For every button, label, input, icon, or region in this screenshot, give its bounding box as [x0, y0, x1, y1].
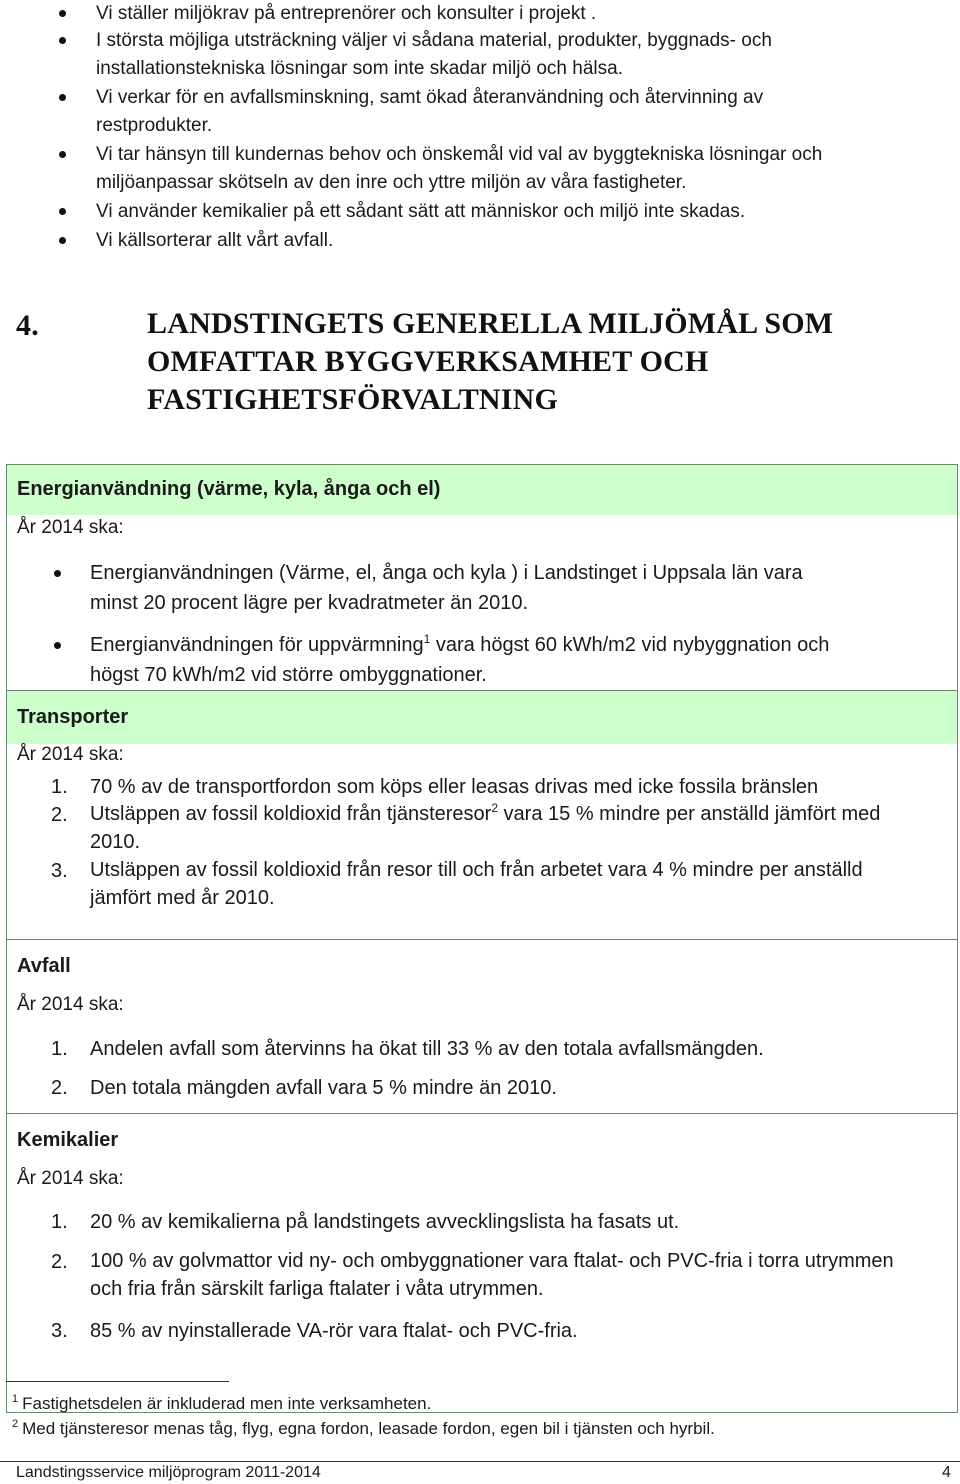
waste-title: Avfall	[17, 955, 71, 977]
goal-number: 3.	[51, 860, 68, 882]
bullet-text: Vi verkar för en avfallsminskning, samt ökad återanvändning och återvinning av	[96, 87, 764, 108]
bullet-text: Vi använder kemikalier på ett sådant sätt att människor och miljö inte skadas.	[96, 201, 746, 222]
transport-header-band	[7, 691, 957, 744]
bullet-dot-icon	[59, 208, 66, 215]
goal-text: Den totala mängden avfall vara 5 % mindre än 2010.	[90, 1077, 557, 1099]
goal-text: 85 % av nyinstallerade VA-rör vara ftalat- och PVC-fria.	[90, 1320, 578, 1342]
footnote	[12, 1393, 431, 1414]
chemicals-year: År 2014 ska:	[17, 1168, 124, 1189]
page-number: 4	[942, 1464, 951, 1481]
goal-text: och fria från särskilt farliga ftalater i våta utrymmen.	[90, 1278, 544, 1300]
goal-number: 2.	[51, 1251, 68, 1273]
goal-text: högst 70 kWh/m2 vid större ombyggnationer.	[90, 664, 487, 686]
goal-number: 2.	[51, 804, 68, 826]
divider	[7, 1113, 957, 1114]
goal-text: 70 % av de transportfordon som köps eller leasas drivas med icke fossila bränslen	[90, 776, 819, 798]
footnote	[12, 1418, 715, 1439]
section-title	[147, 305, 927, 419]
bullet-dot-icon	[54, 570, 61, 577]
bullet-dot-icon	[59, 10, 66, 17]
goal-text: Andelen avfall som återvinns ha ökat till 33 % av den totala avfallsmängden.	[90, 1038, 764, 1060]
bullet-text: I största möjliga utsträckning väljer vi sådana material, produkter, byggnads- och	[96, 30, 772, 51]
bullet-text: Vi tar hänsyn till kundernas behov och önskemål vid val av byggtekniska lösningar och	[96, 144, 823, 165]
goal-number: 2.	[51, 1077, 68, 1099]
footnote-number: 2	[12, 1418, 19, 1430]
goal-text: 100 % av golvmattor vid ny- och ombyggnationer vara ftalat- och PVC-fria i torra utrymmen	[90, 1250, 894, 1272]
footnote-separator	[6, 1381, 229, 1382]
goal-text: Energianvändningen för uppvärmning$^1$ vara högst 60 kWh/m2 vid nybyggnation och	[90, 632, 830, 656]
goal-number: 3.	[51, 1320, 68, 1342]
chemicals-goal-item	[7, 1316, 957, 1346]
section-title-line: FASTIGHETSFÖRVALTNING	[147, 383, 559, 416]
bullet-text: installationstekniska lösningar som inte skadar miljö och hälsa.	[96, 57, 623, 79]
transport-year: År 2014 ska:	[17, 744, 124, 765]
energy-year: År 2014 ska:	[17, 517, 124, 538]
goal-text: 20 % av kemikalierna på landstingets avvecklingslista ha fasats ut.	[90, 1211, 680, 1233]
divider	[7, 939, 957, 940]
chemicals-title: Kemikalier	[17, 1129, 119, 1151]
bullet-dot-icon	[59, 151, 66, 158]
bullet-dot-icon	[59, 37, 66, 44]
bullet-dot-icon	[59, 237, 66, 244]
chemicals-goal-item	[7, 1207, 957, 1237]
footer-divider	[0, 1461, 960, 1462]
bullet-dot-icon	[59, 94, 66, 101]
energy-title: Energianvändning (värme, kyla, ånga och el)	[17, 478, 441, 500]
footer-title: Landstingsservice miljöprogram 2011-2014	[16, 1464, 321, 1481]
transport-goal-item	[7, 856, 957, 912]
goal-number: 1.	[51, 1211, 68, 1233]
goal-text: 2010.	[90, 831, 141, 853]
goal-number: 1.	[51, 776, 68, 798]
goals-table	[6, 464, 958, 1413]
goal-text: minst 20 procent lägre per kvadratmeter än 2010.	[90, 592, 529, 614]
section-number: 4.	[16, 309, 39, 342]
energy-goal-item	[7, 558, 957, 618]
section-title-line: OMFATTAR BYGGVERKSAMHET OCH	[147, 345, 709, 378]
bullet-text: Vi källsorterar allt vårt avfall.	[96, 230, 334, 251]
goal-text: Energianvändningen (Värme, el, ånga och kyla ) i Landstinget i Uppsala län vara	[90, 562, 803, 584]
footnote-text: Med tjänsteresor menas tåg, flyg, egna fordon, leasade fordon, egen bil i tjänsten och hyrbil.	[22, 1419, 715, 1438]
transport-goal-item	[7, 800, 957, 856]
energy-goal-item	[7, 630, 957, 690]
waste-goal-item	[7, 1034, 957, 1064]
bullet-text: miljöanpassar skötseln av den inre och yttre miljön av våra fastigheter.	[96, 171, 687, 193]
footnote-number: 1	[12, 1393, 19, 1405]
goal-text: Utsläppen av fossil koldioxid från resor till och från arbetet vara 4 % mindre per anställd	[90, 859, 863, 881]
chemicals-goal-item	[7, 1247, 957, 1305]
footnote-ref: 2	[491, 801, 498, 815]
bullet-dot-icon	[54, 642, 61, 649]
bullet-text: restprodukter.	[96, 114, 213, 136]
goal-text: jämfört med år 2010.	[90, 887, 275, 909]
transport-title: Transporter	[17, 706, 129, 728]
goal-number: 1.	[51, 1038, 68, 1060]
waste-goal-item	[7, 1073, 957, 1103]
footnote-ref: 1	[423, 632, 431, 646]
transport-goal-item	[7, 772, 957, 802]
footnote-text: Fastighetsdelen är inkluderad men inte verksamheten.	[22, 1394, 432, 1413]
waste-year: År 2014 ska:	[17, 994, 124, 1015]
section-title-line: LANDSTINGETS GENERELLA MILJÖMÅL SOM	[147, 307, 834, 340]
bullet-text: Vi ställer miljökrav på entreprenörer och konsulter i projekt .	[96, 3, 597, 24]
goal-text: Utsläppen av fossil koldioxid från tjänsteresor$^2$ vara 15 % mindre per anställd jämfört med	[90, 801, 881, 825]
